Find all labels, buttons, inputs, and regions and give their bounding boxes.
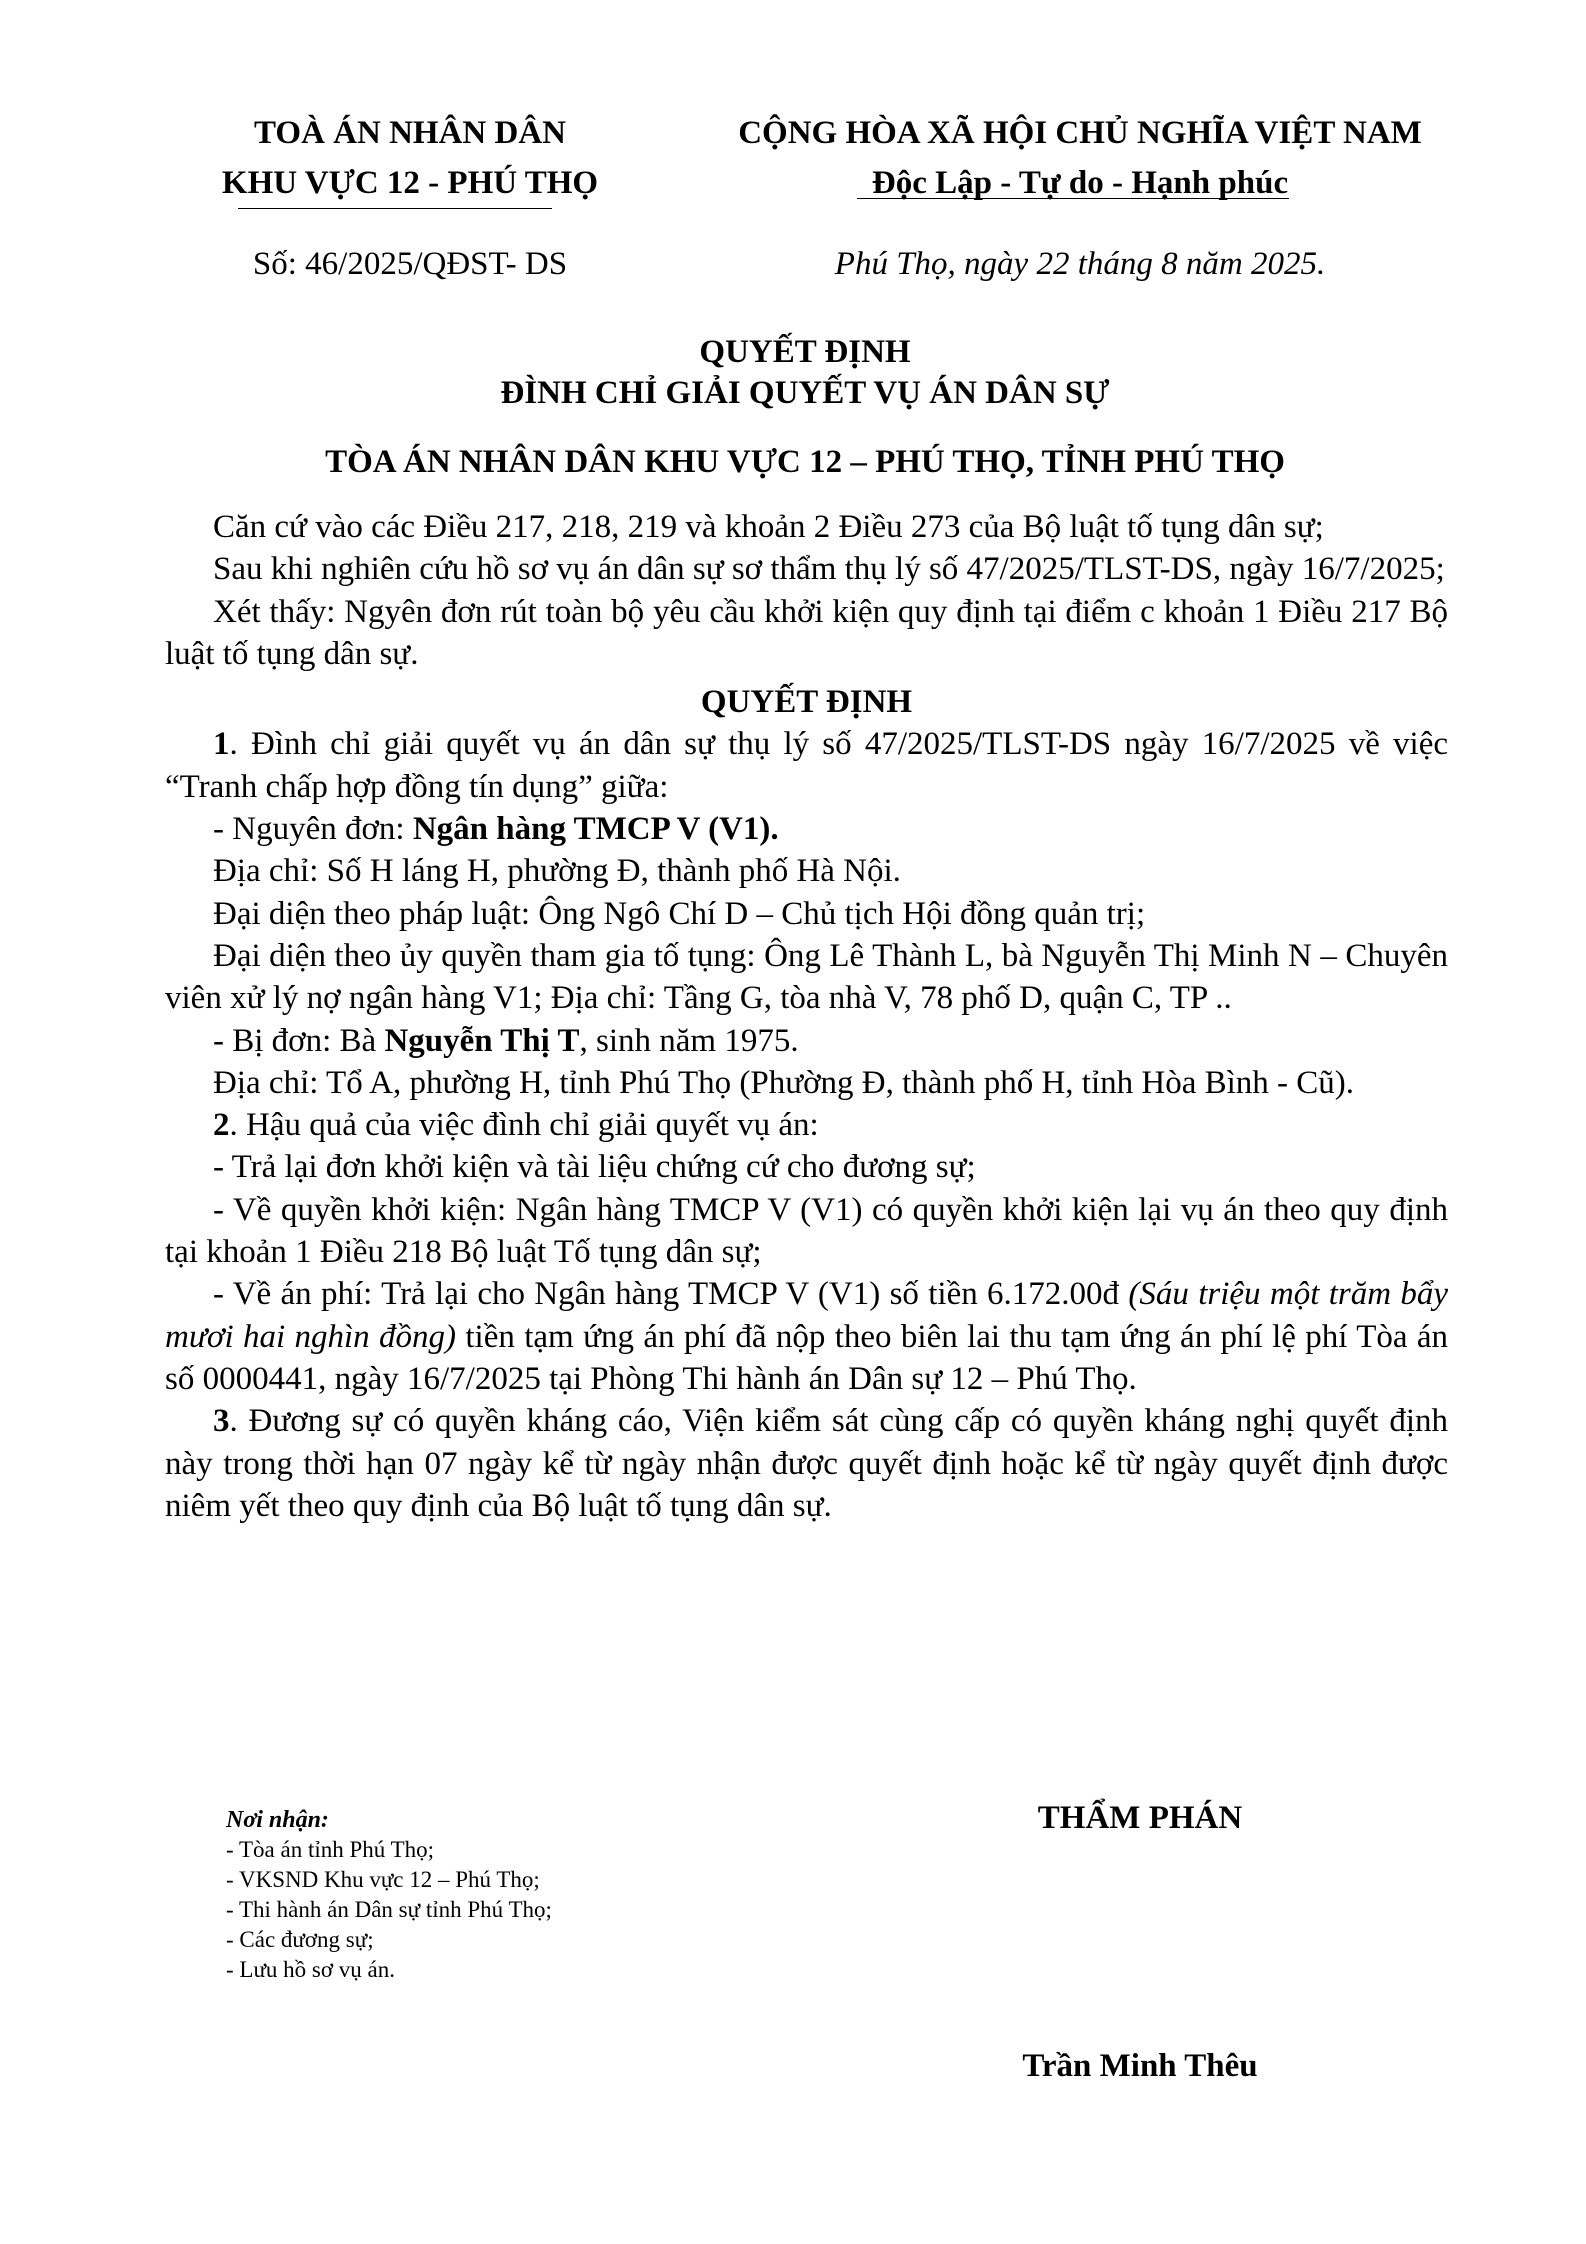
court-fee-amount-words: (Sáu triệu một trăm bẩy mươi hai nghìn đồng) (165, 1276, 1449, 1355)
consequence-documents: - Trả lại đơn khởi kiện và tài liệu chứng cứ cho đương sự; (213, 1149, 976, 1186)
authorized-representative: Đại diện theo ủy quyền tham gia tố tụng: Ông Lê Thành L, bà Nguyễn Thị Minh N – Chuyên viên xử lý nợ ngân hàng V1; Địa chỉ: Tầng G, tòa nhà V, 78 phố D, quận C, TP .. (165, 937, 1448, 1017)
item-3 (165, 1400, 1448, 1527)
document-number: Số: 46/2025/QĐST- DS (252, 246, 568, 282)
nation-motto: Độc Lập - Tự do - Hạnh phúc (871, 165, 1289, 201)
court-fee-text: - Về án phí: Trả lại cho Ngân hàng TMCP V (V1) số tiền 6.172.00đ (213, 1276, 1129, 1313)
recipient-item: - VKSND Khu vực 12 – Phú Thọ; (226, 1867, 540, 1892)
recipient-item: - Các đương sự; (226, 1927, 374, 1952)
court-area: KHU VỰC 12 - PHÚ THỌ (221, 165, 599, 201)
plaintiff (165, 808, 1448, 850)
recipient-item: - Lưu hồ sơ vụ án. (226, 1957, 395, 1982)
item-1-number: 1 (213, 726, 230, 763)
item-1 (165, 723, 1448, 808)
decision-body (165, 506, 1448, 1527)
item-2-number: 2 (213, 1107, 230, 1144)
issuing-court: TÒA ÁN NHÂN DÂN KHU VỰC 12 – PHÚ THỌ, TỈNH PHÚ THỌ (325, 444, 1285, 480)
consequence-court-fee (165, 1273, 1448, 1400)
decision-heading: QUYẾT ĐỊNH (700, 684, 913, 721)
defendant-label: - Bị đơn: Bà (213, 1022, 385, 1059)
court-name: TOÀ ÁN NHÂN DÂN (254, 115, 566, 151)
preamble-research: Sau khi nghiên cứu hồ sơ vụ án dân sự sơ thẩm thụ lý số 47/2025/TLST-DS, ngày 16/7/2025; (213, 551, 1445, 588)
recipients-heading: Nơi nhận: (226, 1807, 329, 1833)
recipients-block (226, 1805, 552, 1985)
judge-title: THẨM PHÁN (1037, 1800, 1243, 1836)
item-3-text: . Đương sự có quyền kháng cáo, Viện kiểm sát cùng cấp có quyền kháng nghị quyết định này trong thời hạn 07 ngày kể từ ngày nhận được quyết định hoặc kể từ ngày quyết định được niêm yết theo quy định của Bộ luật tố tụng dân sự. (165, 1403, 1448, 1524)
preamble-finding: Xét thấy: Ngyên đơn rút toàn bộ yêu cầu khởi kiện quy định tại điểm c khoản 1 Điều 217 Bộ luật tố tụng dân sự. (165, 593, 1448, 672)
judge-name: Trần Minh Thêu (1022, 2048, 1258, 2084)
item-2-text: . Hậu quả của việc đình chỉ giải quyết vụ án: (229, 1107, 819, 1144)
place-date: Phú Thọ, ngày 22 tháng 8 năm 2025. (834, 246, 1326, 282)
item-2 (165, 1104, 1448, 1146)
plaintiff-label: - Nguyên đơn: (213, 811, 413, 848)
item-3-number: 3 (213, 1403, 230, 1440)
court-underline (238, 208, 552, 209)
recipient-item: - Tòa án tỉnh Phú Thọ; (226, 1837, 435, 1862)
defendant-birth: , sinh năm 1975. (579, 1022, 799, 1059)
nation-header (690, 108, 1470, 208)
preamble-basis: Căn cứ vào các Điều 217, 218, 219 và khoản 2 Điều 273 của Bộ luật tố tụng dân sự; (213, 509, 1324, 545)
recipient-item: - Thi hành án Dân sự tỉnh Phú Thọ; (226, 1897, 552, 1922)
defendant-name: Nguyễn Thị T (384, 1022, 580, 1059)
court-header (210, 108, 610, 208)
document-subtitle: ĐÌNH CHỈ GIẢI QUYẾT VỤ ÁN DÂN SỰ (500, 375, 1110, 411)
consequence-right-to-sue: - Về quyền khởi kiện: Ngân hàng TMCP V (V1) có quyền khởi kiện lại vụ án theo quy định tại khoản 1 Điều 218 Bộ luật Tố tụng dân sự; (165, 1191, 1448, 1271)
document-title: QUYẾT ĐỊNH (699, 334, 911, 370)
motto-underline (857, 198, 1289, 199)
item-1-text: . Đình chỉ giải quyết vụ án dân sự thụ lý số 47/2025/TLST-DS ngày 16/7/2025 về việc “Tranh chấp hợp đồng tín dụng” giữa: (165, 726, 1448, 805)
plaintiff-address: Địa chỉ: Số H láng H, phường Đ, thành phố Hà Nội. (213, 853, 901, 890)
nation-name: CỘNG HÒA XÃ HỘI CHỦ NGHĨA VIỆT NAM (738, 115, 1422, 151)
defendant (165, 1020, 1448, 1062)
plaintiff-name: Ngân hàng TMCP V (V1). (412, 811, 779, 848)
court-fee-receipt: tiền tạm ứng án phí đã nộp theo biên lai thu tạm ứng án phí lệ phí Tòa án số 0000441, ngày 16/7/2025 tại Phòng Thi hành án Dân sự 12 – Phú Thọ. (165, 1318, 1449, 1397)
legal-representative: Đại diện theo pháp luật: Ông Ngô Chí D – Chủ tịch Hội đồng quản trị; (213, 895, 1146, 932)
defendant-address: Địa chỉ: Tổ A, phường H, tỉnh Phú Thọ (Phường Đ, thành phố H, tỉnh Hòa Bình - Cũ). (213, 1064, 1355, 1101)
